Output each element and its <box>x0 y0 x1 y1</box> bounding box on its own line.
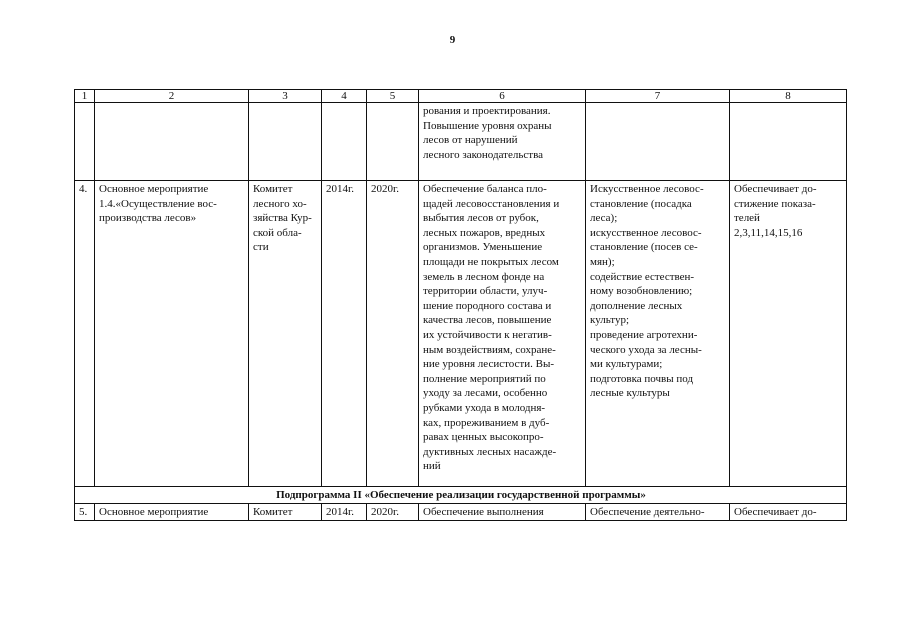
header-cell: 1 <box>75 90 95 103</box>
header-cell: 3 <box>249 90 322 103</box>
table-cell <box>75 103 95 181</box>
continuation-result-cell: рования и проектирования. Повышение уровня охраны лесов от нарушений лесного законодательства <box>419 103 586 181</box>
subprogram-row <box>75 487 847 504</box>
expected-result-cell: Обеспечение выполнения <box>419 504 586 521</box>
page-number: 9 <box>449 34 456 46</box>
directions-cell: Искусственное лесовос- становление (посадка леса); искусственное лесовос- становление (посев се- мян); содействие естествен- ному возобновлению; дополнение лесных культур; проведение агротехни- ческого ухода за лесны- ми культурами; подготовка почвы под лесные культуры <box>586 181 730 487</box>
directions-cell: Обеспечение деятельно- <box>586 504 730 521</box>
table-cell <box>367 103 419 181</box>
table-row <box>75 504 847 521</box>
header-cell: 5 <box>367 90 419 103</box>
row-number: 4. <box>75 181 95 487</box>
indicators-cell: Обеспечивает до- <box>730 504 847 521</box>
header-cell: 7 <box>586 90 730 103</box>
header-row <box>75 90 847 103</box>
event-name-cell: Основное мероприятие <box>95 504 249 521</box>
executor-cell: Комитет <box>249 504 322 521</box>
row-number: 5. <box>75 504 95 521</box>
header-cell: 2 <box>95 90 249 103</box>
start-year-cell: 2014г. <box>322 504 367 521</box>
table-cell <box>586 103 730 181</box>
table-cell <box>95 103 249 181</box>
event-name-cell: Основное мероприятие 1.4.«Осуществление вос- производства лесов» <box>95 181 249 487</box>
subprogram-title: Подпрограмма II «Обеспечение реализации государственной программы» <box>75 487 847 504</box>
header-cell: 4 <box>322 90 367 103</box>
end-year-cell: 2020г. <box>367 504 419 521</box>
start-year-cell: 2014г. <box>322 181 367 487</box>
table-row <box>75 181 847 487</box>
table-cell <box>322 103 367 181</box>
header-cell: 8 <box>730 90 847 103</box>
continuation-row <box>75 103 847 181</box>
end-year-cell: 2020г. <box>367 181 419 487</box>
header-cell: 6 <box>419 90 586 103</box>
expected-result-cell: Обеспечение баланса пло- щадей лесовосстановления и выбытия лесов от рубок, лесных пожаров, вредных организмов. Уменьшение площади не покрытых лесом земель в лесном фонде на территории области, улуч- шение породного состава и качества лесов, повышение их устойчивости к негатив- ным воздействиям, сохране- ние уровня лесистости. Вы- полнение мероприятий по уходу за лесами, особенно рубками ухода в молодня- ках, прореживанием в дуб- равах ценных высокопро- дуктивных лесных насажде- ний <box>419 181 586 487</box>
program-table <box>74 89 847 521</box>
table-cell <box>249 103 322 181</box>
executor-cell: Комитет лесного хо- зяйства Кур- ской обла- сти <box>249 181 322 487</box>
table-cell <box>730 103 847 181</box>
indicators-cell: Обеспечивает до- стижение показа- телей 2,3,11,14,15,16 <box>730 181 847 487</box>
